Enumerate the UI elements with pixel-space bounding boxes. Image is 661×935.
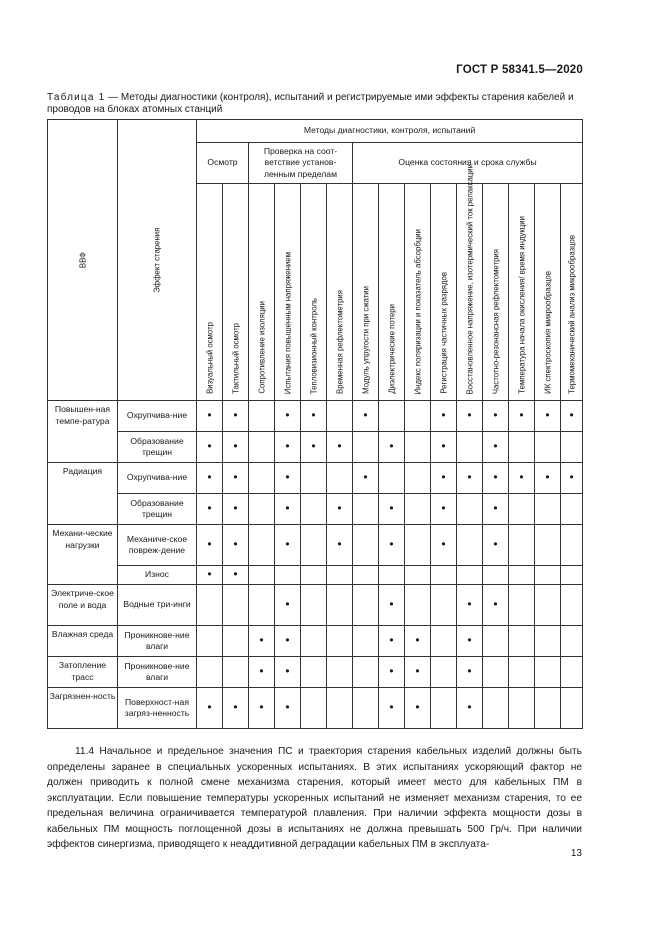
dot-mark: •	[493, 501, 498, 516]
mark-cell	[327, 432, 353, 463]
dot-mark: •	[207, 439, 212, 454]
effect-cell: Поверхност-ная загряз-ненность	[118, 688, 197, 729]
mark-cell	[561, 657, 583, 688]
effect-cell: Образование трещин	[118, 432, 197, 463]
mark-cell	[457, 688, 483, 729]
mark-cell	[301, 657, 327, 688]
dot-mark: •	[233, 470, 238, 485]
vvf-cell: Затопление трасс	[48, 657, 118, 688]
mark-cell	[431, 657, 457, 688]
dot-mark: •	[467, 470, 472, 485]
dot-mark: •	[569, 470, 574, 485]
dot-mark: •	[311, 408, 316, 423]
dot-mark: •	[389, 664, 394, 679]
mark-cell	[197, 432, 223, 463]
dot-mark: •	[259, 664, 264, 679]
mark-cell	[223, 626, 249, 657]
dot-mark: •	[493, 537, 498, 552]
mark-cell	[457, 566, 483, 585]
mark-cell	[301, 401, 327, 432]
mark-cell	[457, 494, 483, 525]
mark-cell	[249, 657, 275, 688]
mark-cell	[535, 585, 561, 626]
method-header-8: Индекс поляризации и показатель абсорбции	[405, 184, 431, 401]
mark-cell	[509, 401, 535, 432]
mark-cell	[327, 525, 353, 566]
method-header-9: Регистрация частичных разрядов	[431, 184, 457, 401]
dot-mark: •	[467, 664, 472, 679]
dot-mark: •	[337, 439, 342, 454]
mark-cell	[561, 494, 583, 525]
mark-cell	[301, 688, 327, 729]
method-group-2: Оценка состояния и срока службы	[353, 143, 583, 184]
effect-cell: Охрупчива-ние	[118, 463, 197, 494]
page-number: 13	[570, 848, 582, 859]
mark-cell	[275, 626, 301, 657]
mark-cell	[509, 525, 535, 566]
mark-cell	[379, 494, 405, 525]
mark-cell	[223, 688, 249, 729]
mark-cell	[457, 585, 483, 626]
mark-cell	[353, 463, 379, 494]
dot-mark: •	[467, 597, 472, 612]
mark-cell	[197, 657, 223, 688]
mark-cell	[353, 525, 379, 566]
mark-cell	[509, 626, 535, 657]
mark-cell	[561, 566, 583, 585]
mark-cell	[509, 585, 535, 626]
mark-cell	[301, 566, 327, 585]
mark-cell	[275, 525, 301, 566]
mark-cell	[275, 463, 301, 494]
header-vvf: ВВФ	[48, 120, 118, 401]
mark-cell	[379, 657, 405, 688]
mark-cell	[405, 626, 431, 657]
mark-cell	[327, 688, 353, 729]
mark-cell	[223, 432, 249, 463]
mark-cell	[197, 585, 223, 626]
mark-cell	[509, 463, 535, 494]
dot-mark: •	[467, 408, 472, 423]
dot-mark: •	[285, 700, 290, 715]
mark-cell	[405, 494, 431, 525]
method-header-1: Тактильный осмотр	[223, 184, 249, 401]
table-row	[48, 463, 583, 494]
mark-cell	[509, 566, 535, 585]
mark-cell	[561, 401, 583, 432]
effect-cell: Износ	[118, 566, 197, 585]
dot-mark: •	[259, 700, 264, 715]
mark-cell	[509, 494, 535, 525]
dot-mark: •	[363, 408, 368, 423]
mark-cell	[405, 401, 431, 432]
mark-cell	[535, 401, 561, 432]
vvf-cell: Электриче-ское поле и вода	[48, 585, 118, 626]
mark-cell	[301, 432, 327, 463]
dot-mark: •	[441, 439, 446, 454]
mark-cell	[561, 432, 583, 463]
method-header-3: Испытания повышенным напряжением	[275, 184, 301, 401]
mark-cell	[249, 463, 275, 494]
mark-cell	[457, 626, 483, 657]
mark-cell	[509, 432, 535, 463]
mark-cell	[301, 494, 327, 525]
mark-cell	[431, 494, 457, 525]
mark-cell	[327, 566, 353, 585]
dot-mark: •	[233, 408, 238, 423]
mark-cell	[353, 401, 379, 432]
dot-mark: •	[389, 700, 394, 715]
dot-mark: •	[285, 664, 290, 679]
method-header-11: Частотно-резонансная рефлектометрия	[483, 184, 509, 401]
table-row	[48, 525, 583, 566]
dot-mark: •	[259, 633, 264, 648]
method-group-1: Проверка на соот-ветствие установ-ленным пределам	[249, 143, 353, 184]
mark-cell	[535, 566, 561, 585]
dot-mark: •	[493, 597, 498, 612]
mark-cell	[223, 525, 249, 566]
dot-mark: •	[285, 501, 290, 516]
mark-cell	[405, 657, 431, 688]
mark-cell	[223, 657, 249, 688]
effect-cell: Охрупчива-ние	[118, 401, 197, 432]
mark-cell	[457, 401, 483, 432]
method-header-0: Визуальный осмотр	[197, 184, 223, 401]
dot-mark: •	[285, 408, 290, 423]
dot-mark: •	[519, 470, 524, 485]
mark-cell	[483, 566, 509, 585]
mark-cell	[431, 626, 457, 657]
mark-cell	[301, 525, 327, 566]
mark-cell	[535, 525, 561, 566]
mark-cell	[249, 585, 275, 626]
header-methods: Методы диагностики, контроля, испытаний	[197, 120, 583, 143]
dot-mark: •	[363, 470, 368, 485]
mark-cell	[301, 463, 327, 494]
dot-mark: •	[493, 439, 498, 454]
mark-cell	[275, 657, 301, 688]
table-caption-text: — Методы диагностики (контроля), испытаний и регистрируемые ими эффекты старения кабелей и проводов на блоках атомных станций	[47, 92, 574, 115]
mark-cell	[483, 463, 509, 494]
mark-cell	[197, 566, 223, 585]
dot-mark: •	[415, 700, 420, 715]
dot-mark: •	[337, 537, 342, 552]
mark-cell	[275, 432, 301, 463]
mark-cell	[561, 688, 583, 729]
mark-cell	[197, 401, 223, 432]
mark-cell	[535, 657, 561, 688]
mark-cell	[483, 657, 509, 688]
mark-cell	[379, 432, 405, 463]
table-row	[48, 657, 583, 688]
mark-cell	[561, 525, 583, 566]
mark-cell	[249, 688, 275, 729]
mark-cell	[249, 626, 275, 657]
dot-mark: •	[467, 633, 472, 648]
method-group-0: Осмотр	[197, 143, 249, 184]
effect-cell: Образование трещин	[118, 494, 197, 525]
mark-cell	[327, 494, 353, 525]
dot-mark: •	[441, 470, 446, 485]
mark-cell	[535, 432, 561, 463]
mark-cell	[535, 688, 561, 729]
dot-mark: •	[467, 700, 472, 715]
method-header-12: Температура начала окисления/ время индукции	[509, 184, 535, 401]
dot-mark: •	[389, 597, 394, 612]
mark-cell	[483, 401, 509, 432]
dot-mark: •	[233, 700, 238, 715]
mark-cell	[197, 494, 223, 525]
mark-cell	[379, 401, 405, 432]
dot-mark: •	[389, 537, 394, 552]
table-row	[48, 566, 583, 585]
mark-cell	[327, 401, 353, 432]
effect-cell: Водные три-инги	[118, 585, 197, 626]
mark-cell	[301, 585, 327, 626]
mark-cell	[223, 401, 249, 432]
mark-cell	[353, 626, 379, 657]
dot-mark: •	[233, 501, 238, 516]
effect-cell: Проникнове-ние влаги	[118, 657, 197, 688]
dot-mark: •	[233, 567, 238, 582]
vvf-cell: Загрязнен-ность	[48, 688, 118, 729]
dot-mark: •	[441, 537, 446, 552]
dot-mark: •	[285, 597, 290, 612]
dot-mark: •	[233, 439, 238, 454]
dot-mark: •	[415, 664, 420, 679]
mark-cell	[561, 626, 583, 657]
mark-cell	[223, 566, 249, 585]
mark-cell	[249, 525, 275, 566]
effect-cell: Механиче-ское повреж-дение	[118, 525, 197, 566]
dot-mark: •	[519, 408, 524, 423]
dot-mark: •	[207, 501, 212, 516]
mark-cell	[379, 585, 405, 626]
methods-table	[47, 119, 583, 729]
header-effect: Эффект старения	[118, 120, 197, 401]
mark-cell	[457, 432, 483, 463]
mark-cell	[561, 585, 583, 626]
mark-cell	[327, 657, 353, 688]
mark-cell	[431, 688, 457, 729]
mark-cell	[275, 688, 301, 729]
mark-cell	[249, 566, 275, 585]
mark-cell	[431, 432, 457, 463]
dot-mark: •	[233, 537, 238, 552]
dot-mark: •	[441, 501, 446, 516]
vvf-cell: Повышен-ная темпе-ратура	[48, 401, 118, 463]
mark-cell	[197, 626, 223, 657]
method-header-10: Восстановленное напряжение, изотермический ток релаксации	[457, 184, 483, 401]
mark-cell	[483, 626, 509, 657]
mark-cell	[483, 688, 509, 729]
mark-cell	[379, 626, 405, 657]
mark-cell	[405, 566, 431, 585]
mark-cell	[431, 463, 457, 494]
body-text	[47, 744, 582, 853]
mark-cell	[301, 626, 327, 657]
mark-cell	[353, 566, 379, 585]
mark-cell	[197, 688, 223, 729]
dot-mark: •	[207, 408, 212, 423]
mark-cell	[405, 585, 431, 626]
standard-id: ГОСТ Р 58341.5—2020	[456, 64, 583, 76]
mark-cell	[353, 657, 379, 688]
mark-cell	[249, 432, 275, 463]
vvf-cell: Механи-ческие нагрузки	[48, 525, 118, 585]
dot-mark: •	[441, 408, 446, 423]
mark-cell	[275, 585, 301, 626]
mark-cell	[457, 525, 483, 566]
dot-mark: •	[285, 470, 290, 485]
mark-cell	[197, 525, 223, 566]
mark-cell	[457, 657, 483, 688]
mark-cell	[275, 494, 301, 525]
dot-mark: •	[389, 439, 394, 454]
dot-mark: •	[285, 633, 290, 648]
dot-mark: •	[493, 408, 498, 423]
mark-cell	[405, 525, 431, 566]
mark-cell	[379, 688, 405, 729]
mark-cell	[353, 432, 379, 463]
method-header-14: Термомеханический анализ микрообразцов	[561, 184, 583, 401]
dot-mark: •	[389, 501, 394, 516]
dot-mark: •	[207, 470, 212, 485]
dot-mark: •	[207, 700, 212, 715]
mark-cell	[223, 463, 249, 494]
dot-mark: •	[311, 439, 316, 454]
table-caption	[47, 92, 587, 116]
mark-cell	[431, 585, 457, 626]
mark-cell	[275, 566, 301, 585]
method-header-6: Модуль упругости при сжатии	[353, 184, 379, 401]
dot-mark: •	[389, 633, 394, 648]
dot-mark: •	[207, 567, 212, 582]
method-header-7: Диэлектрические потери	[379, 184, 405, 401]
mark-cell	[535, 494, 561, 525]
mark-cell	[457, 463, 483, 494]
mark-cell	[509, 657, 535, 688]
paragraph-11-4: 11.4 Начальное и предельное значения ПС и траектория старения кабельных изделий должны быть определены заранее в специальных ускоренных испытаниях. В этих испытаниях ускоряющий фактор не должен приводить к полной смене механизма старения, который имеет место для кабельных ПМ в эксплуатации. Если повышение температуры ускоренных испытаний не изменяет механизм старения, то ее предельная величина ограничивается температурой плавления. При наличии эффекта мощности дозы в кабельных ПМ мощность поглощенной дозы в испытаниях не должна превышать 500 Гр/ч. При наличии эффектов синергизма, приводящего к неаддитивной деградации кабельных ПМ в эксплуата-	[47, 746, 582, 850]
table-row	[48, 585, 583, 626]
dot-mark: •	[569, 408, 574, 423]
mark-cell	[535, 463, 561, 494]
table-row	[48, 626, 583, 657]
mark-cell	[483, 432, 509, 463]
mark-cell	[379, 463, 405, 494]
mark-cell	[379, 525, 405, 566]
table-row	[48, 494, 583, 525]
mark-cell	[561, 463, 583, 494]
dot-mark: •	[285, 537, 290, 552]
mark-cell	[405, 432, 431, 463]
method-header-13: ИК спектроскопия микрообразцов	[535, 184, 561, 401]
method-header-4: Тепловизионный контроль	[301, 184, 327, 401]
mark-cell	[275, 401, 301, 432]
mark-cell	[535, 626, 561, 657]
mark-cell	[353, 585, 379, 626]
method-header-5: Временная рефлектометрия	[327, 184, 353, 401]
mark-cell	[197, 463, 223, 494]
mark-cell	[353, 688, 379, 729]
mark-cell	[327, 626, 353, 657]
dot-mark: •	[493, 470, 498, 485]
dot-mark: •	[415, 633, 420, 648]
dot-mark: •	[545, 408, 550, 423]
mark-cell	[483, 585, 509, 626]
vvf-cell: Радиация	[48, 463, 118, 525]
mark-cell	[483, 525, 509, 566]
dot-mark: •	[207, 537, 212, 552]
mark-cell	[249, 494, 275, 525]
mark-cell	[431, 566, 457, 585]
mark-cell	[223, 585, 249, 626]
mark-cell	[509, 688, 535, 729]
mark-cell	[327, 585, 353, 626]
table-row	[48, 688, 583, 729]
mark-cell	[405, 463, 431, 494]
mark-cell	[405, 688, 431, 729]
mark-cell	[327, 463, 353, 494]
mark-cell	[431, 525, 457, 566]
vvf-cell: Влажная среда	[48, 626, 118, 657]
table-row	[48, 401, 583, 432]
dot-mark: •	[285, 439, 290, 454]
mark-cell	[379, 566, 405, 585]
mark-cell	[483, 494, 509, 525]
dot-mark: •	[545, 470, 550, 485]
method-header-2: Сопротивление изоляции	[249, 184, 275, 401]
table-row	[48, 432, 583, 463]
mark-cell	[249, 401, 275, 432]
dot-mark: •	[337, 501, 342, 516]
mark-cell	[431, 401, 457, 432]
effect-cell: Проникнове-ние влаги	[118, 626, 197, 657]
table-caption-label: Таблица 1	[47, 92, 106, 103]
mark-cell	[353, 494, 379, 525]
mark-cell	[223, 494, 249, 525]
